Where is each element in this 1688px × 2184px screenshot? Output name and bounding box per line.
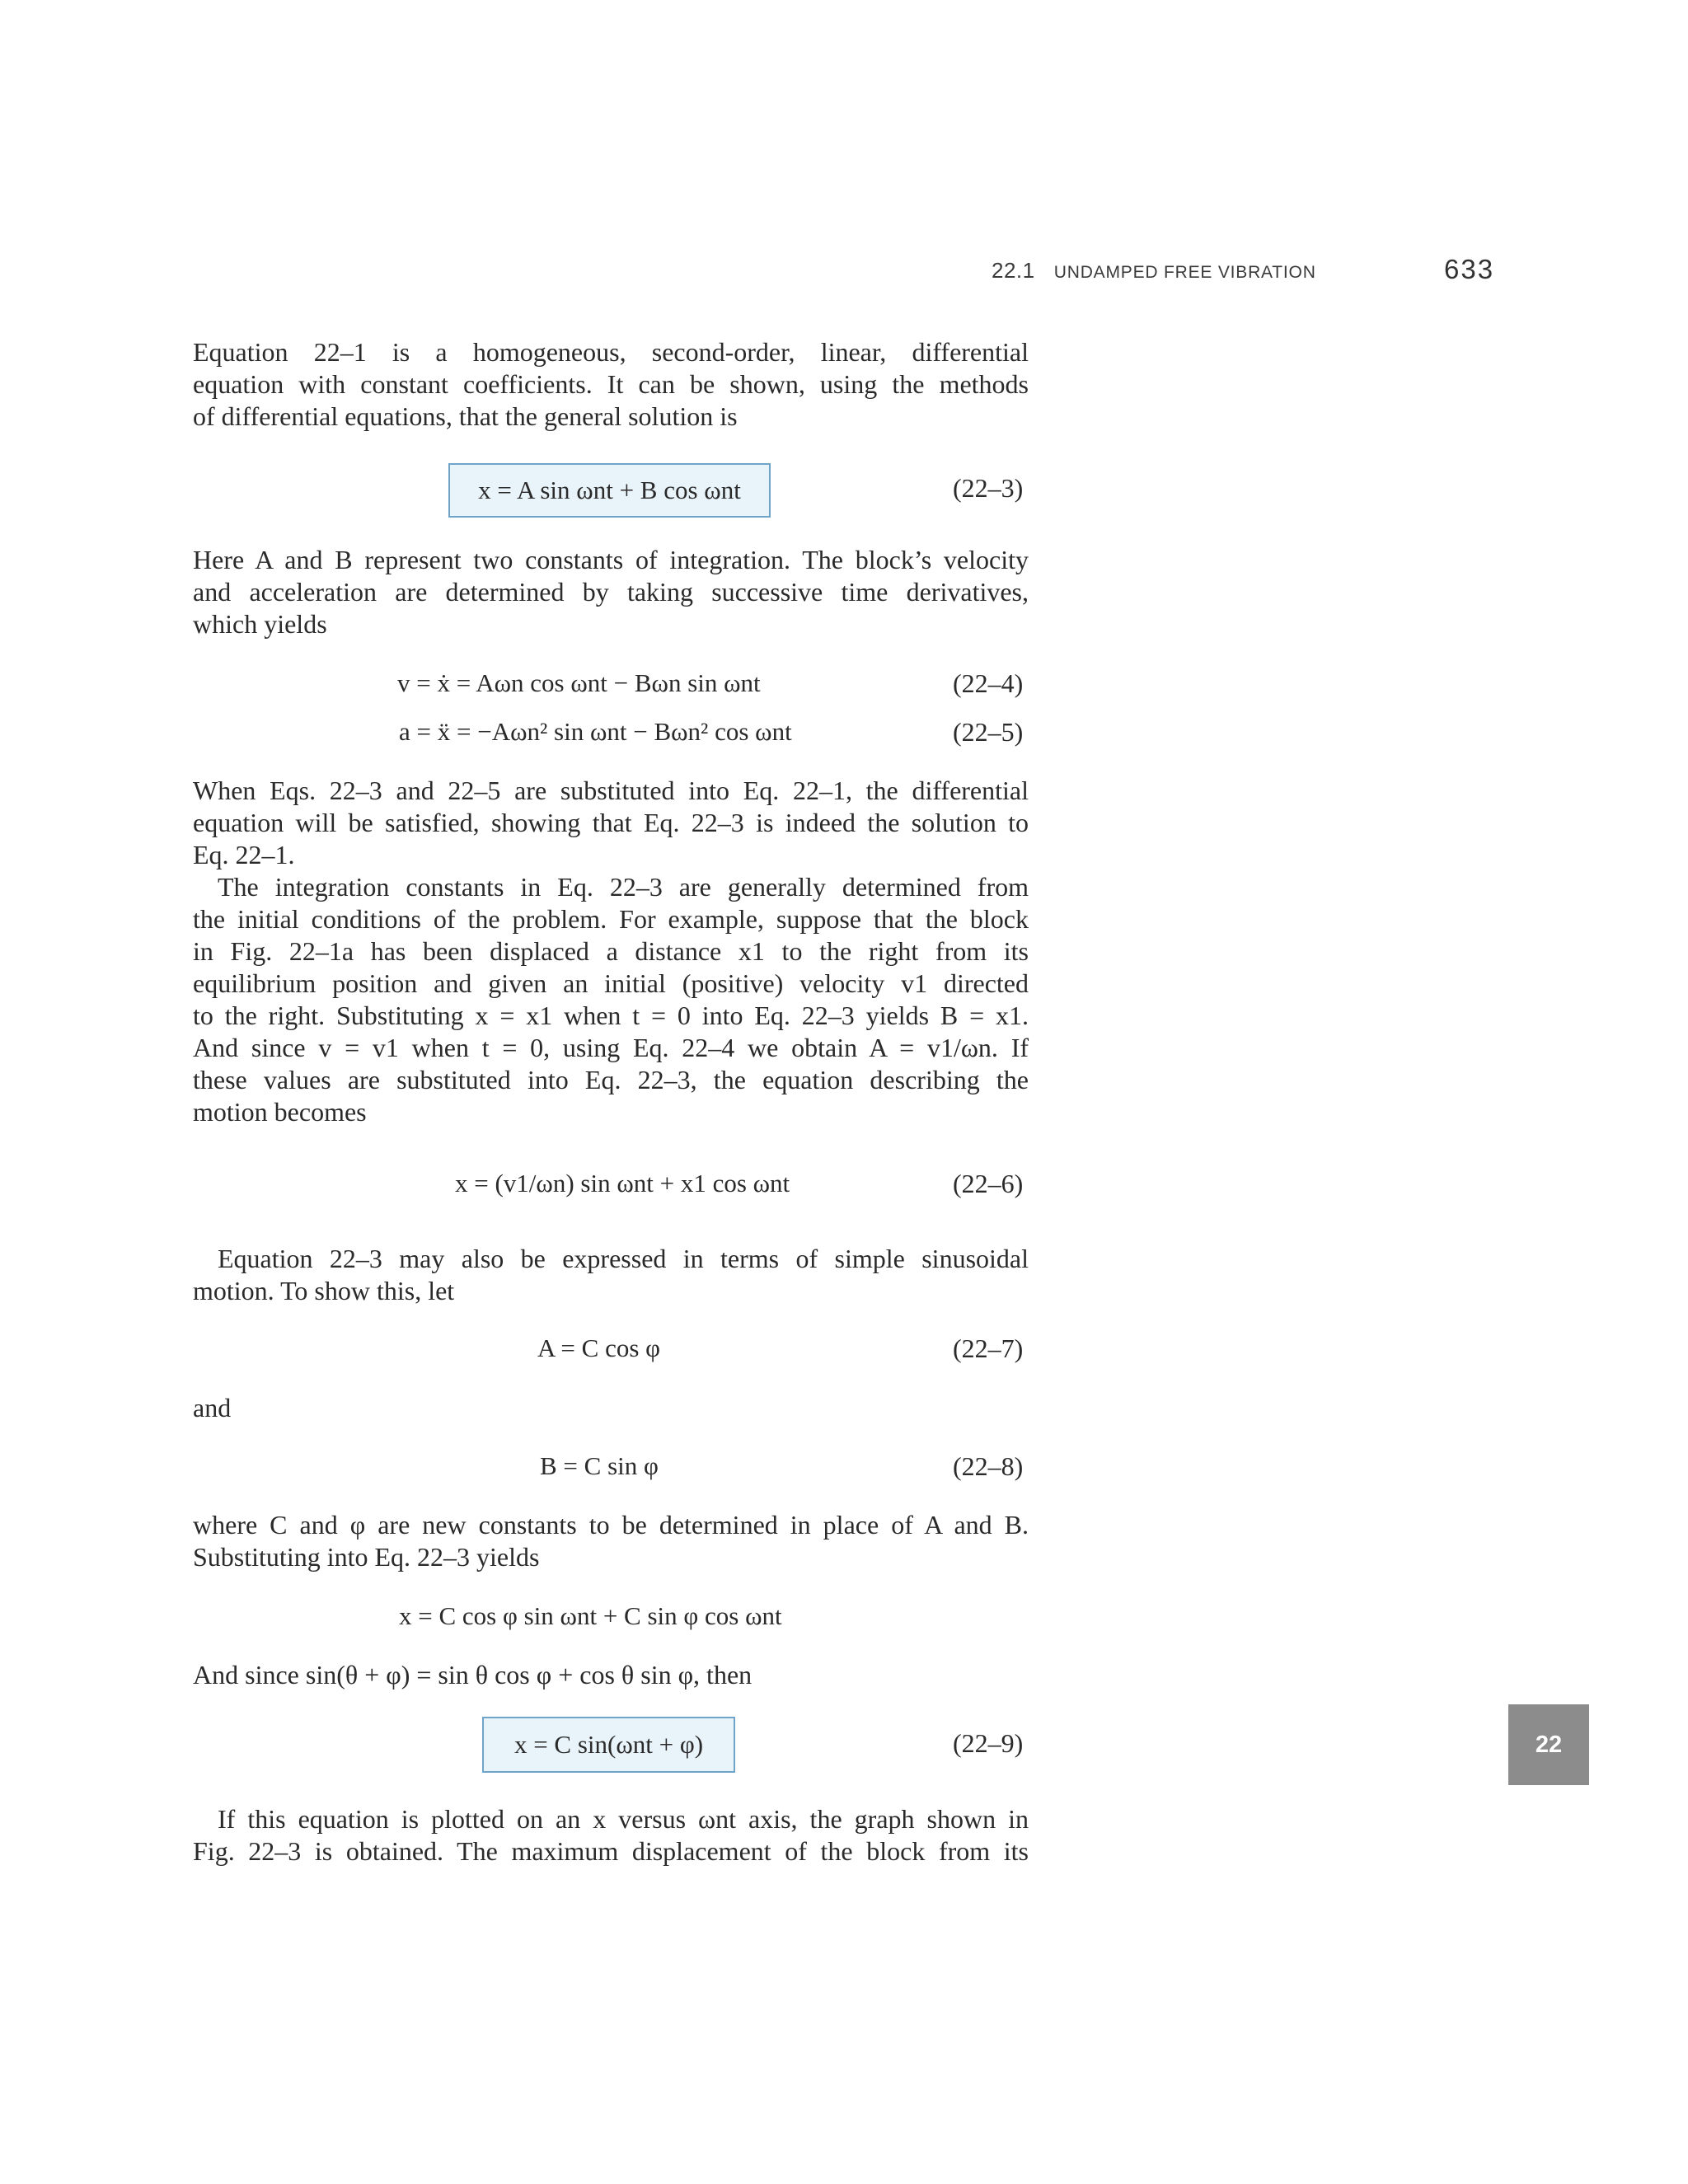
equation-number-22-4: (22–4) bbox=[953, 668, 1024, 698]
equation-22-3: x = A sin ωnt + B cos ωnt bbox=[478, 476, 741, 504]
chapter-tab: 22 bbox=[1508, 1704, 1589, 1785]
equation-22-7: A = C cos φ bbox=[537, 1333, 661, 1362]
text-line: Equation 22–1 is a homogeneous, second-order, linear, differential bbox=[193, 337, 1029, 367]
equation-22-9: x = C sin(ωnt + φ) bbox=[513, 1730, 704, 1759]
paragraph-1 bbox=[193, 336, 1029, 433]
connective-and: and bbox=[193, 1393, 232, 1422]
paragraph-8 bbox=[193, 1803, 1029, 1868]
paragraph-2 bbox=[193, 544, 1029, 640]
text-line: and acceleration are determined by taking successive time derivatives, bbox=[193, 577, 1029, 607]
paragraph-3 bbox=[193, 775, 1029, 871]
text-line: Equation 22–3 may also be expressed in terms of simple sinusoidal bbox=[218, 1244, 1029, 1273]
equation-number-22-3: (22–3) bbox=[953, 473, 1024, 503]
equation-22-5: a = ẍ = −Aωn² sin ωnt − Bωn² cos ωnt bbox=[399, 717, 792, 746]
text-line: equilibrium position and given an initial (positive) velocity v1 directed bbox=[193, 968, 1029, 998]
equation-number-22-8: (22–8) bbox=[953, 1451, 1024, 1481]
text-line: motion becomes bbox=[193, 1097, 367, 1127]
text-line: the initial conditions of the problem. For example, suppose that the block bbox=[193, 904, 1029, 934]
text-line: Here A and B represent two constants of integration. The block’s velocity bbox=[193, 545, 1029, 574]
paragraph-5 bbox=[193, 1243, 1029, 1307]
running-header bbox=[992, 258, 1316, 284]
equation-number-22-6: (22–6) bbox=[953, 1169, 1024, 1198]
equation-number-22-7: (22–7) bbox=[953, 1333, 1024, 1363]
text-line: And since sin(θ + φ) = sin θ cos φ + cos θ sin φ, then bbox=[193, 1660, 753, 1690]
text-line: When Eqs. 22–3 and 22–5 are substituted into Eq. 22–1, the differential bbox=[193, 776, 1029, 805]
equation-22-6: x = (v1/ωn) sin ωnt + x1 cos ωnt bbox=[455, 1169, 790, 1197]
text-line: these values are substituted into Eq. 22–3, the equation describing the bbox=[193, 1065, 1029, 1094]
text-line: The integration constants in Eq. 22–3 are generally determined from bbox=[218, 872, 1029, 902]
equation-22-9-box bbox=[482, 1717, 735, 1773]
paragraph-4 bbox=[193, 871, 1029, 1128]
section-title: UNDAMPED FREE VIBRATION bbox=[1053, 263, 1316, 282]
section-number: 22.1 bbox=[992, 258, 1035, 283]
text-line: If this equation is plotted on an x versus ωnt axis, the graph shown in bbox=[218, 1804, 1029, 1834]
text-line: to the right. Substituting x = x1 when t = 0 into Eq. 22–3 yields B = x1. bbox=[193, 1001, 1029, 1030]
text-line: Substituting into Eq. 22–3 yields bbox=[193, 1542, 540, 1572]
text-line: And since v = v1 when t = 0, using Eq. 22–4 we obtain A = v1/ωn. If bbox=[193, 1033, 1029, 1062]
equation-number-22-9: (22–9) bbox=[953, 1728, 1024, 1758]
paragraph-7 bbox=[193, 1659, 1029, 1691]
text-line: Fig. 22–3 is obtained. The maximum displacement of the block from its bbox=[193, 1836, 1029, 1866]
equation-22-8: B = C sin φ bbox=[540, 1451, 659, 1480]
text-line: in Fig. 22–1a has been displaced a distance x1 to the right from its bbox=[193, 936, 1029, 966]
text-line: motion. To show this, let bbox=[193, 1276, 455, 1305]
text-line: where C and φ are new constants to be determined in place of A and B. bbox=[193, 1510, 1029, 1540]
text-line: equation with constant coefficients. It can be shown, using the methods bbox=[193, 369, 1029, 399]
text-line: equation will be satisfied, showing that Eq. 22–3 is indeed the solution to bbox=[193, 808, 1029, 837]
equation-number-22-5: (22–5) bbox=[953, 717, 1024, 747]
page-number: 633 bbox=[1444, 254, 1495, 284]
equation-substitution: x = C cos φ sin ωnt + C sin φ cos ωnt bbox=[399, 1601, 782, 1630]
text-line: of differential equations, that the general solution is bbox=[193, 401, 738, 431]
equation-22-3-box bbox=[448, 463, 771, 518]
text-line: Eq. 22–1. bbox=[193, 840, 295, 869]
text-line: which yields bbox=[193, 609, 327, 639]
paragraph-6 bbox=[193, 1509, 1029, 1573]
equation-22-4: v = ẋ = Aωn cos ωnt − Bωn sin ωnt bbox=[397, 668, 761, 697]
